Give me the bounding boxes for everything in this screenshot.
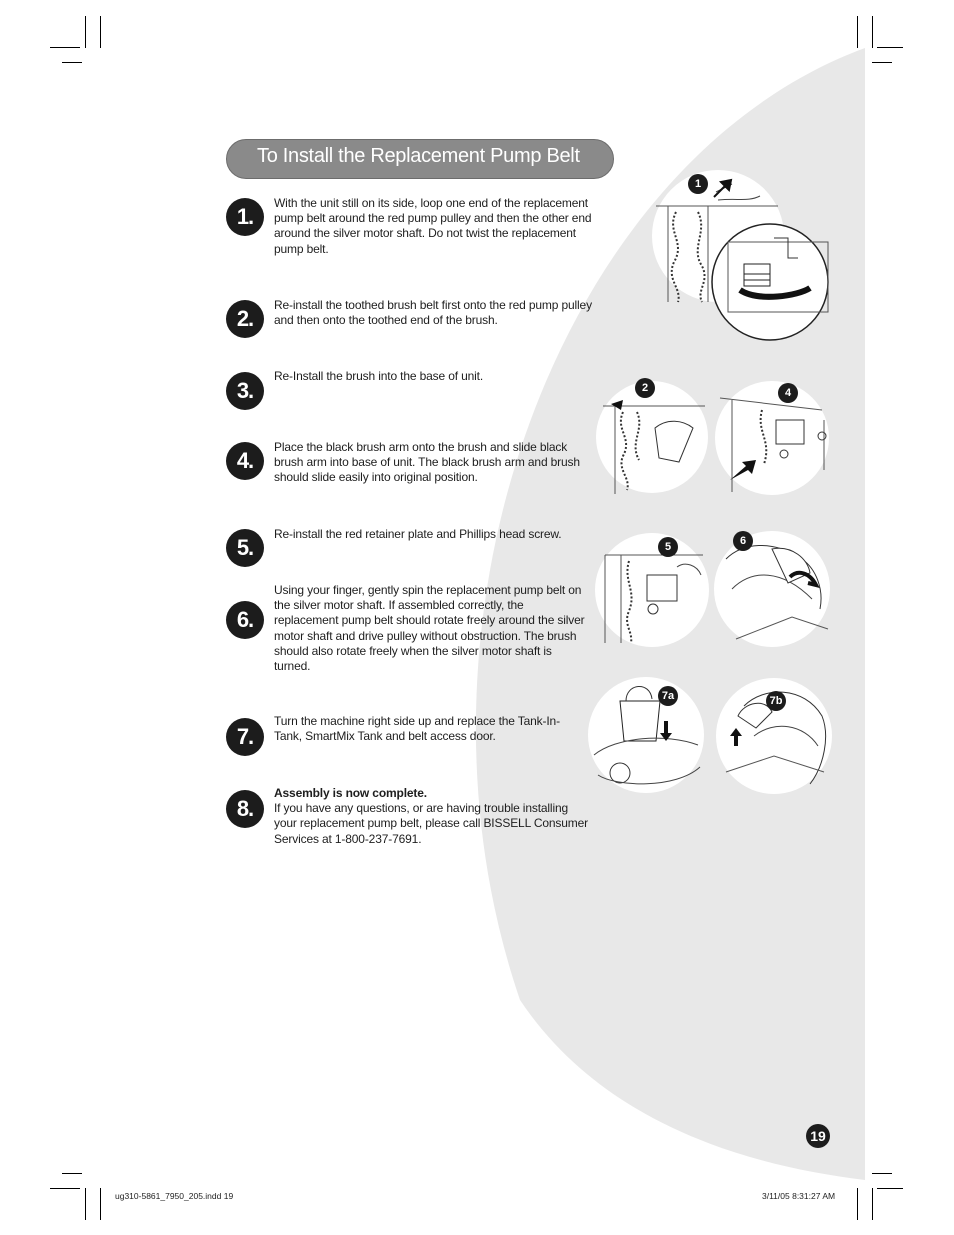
step-4-text: Place the black brush arm onto the brush and slide black brush arm into base of unit. The black brush arm and brush should slide easily into original position. [274, 440, 580, 485]
illustration-step-4 [712, 380, 832, 498]
step-1-text: With the unit still on its side, loop one end of the replacement pump belt around the red pump pulley and then the other end around the silver motor shaft. Do not twist the replacement pump belt. [274, 196, 592, 256]
step-6-number: 6. [226, 601, 264, 639]
step-7-number: 7. [226, 718, 264, 756]
figure-7a-badge: 7a [658, 686, 678, 706]
step-6-text: Using your finger, gently spin the replacement pump belt on the silver motor shaft. If assembled correctly, the replacement pump belt should rotate freely around the silver motor shaft and drive pulley without obstruction. The brush should also rotate freely when the silver motor shaft is turned. [274, 583, 585, 674]
illustration-step-2 [593, 378, 711, 496]
illustration-step-7a [586, 675, 706, 795]
section-header [226, 139, 614, 179]
section-title: To Install the Replacement Pump Belt [257, 145, 580, 167]
slug-timestamp: 3/11/05 8:31:27 AM [762, 1191, 836, 1201]
illustration-step-6 [712, 529, 832, 649]
step-1-number: 1. [226, 198, 264, 236]
step-2-number: 2. [226, 300, 264, 338]
illustration-step-5 [593, 531, 711, 649]
step-3-number: 3. [226, 372, 264, 410]
step-5-number: 5. [226, 529, 264, 567]
illustration-step-1 [648, 162, 838, 347]
step-8-body: If you have any questions, or are having trouble installing your replacement pump belt, please call BISSELL Consumer Services at 1-800-237-7691. [274, 801, 588, 846]
step-8-number: 8. [226, 790, 264, 828]
slug-file: ug310-5861_7950_205.indd 19 [115, 1191, 234, 1201]
step-8-text [274, 786, 588, 847]
figure-2-badge: 2 [635, 378, 655, 398]
step-5-text: Re-install the red retainer plate and Phillips head screw. [274, 527, 562, 541]
figure-6-badge: 6 [733, 531, 753, 551]
figure-5-badge: 5 [658, 537, 678, 557]
arrow-up-right-icon [711, 178, 733, 200]
step-7-text: Turn the machine right side up and replace the Tank-In-Tank, SmartMix Tank and belt access door. [274, 714, 560, 744]
page-number: 19 [806, 1124, 830, 1148]
figure-1-badge: 1 [688, 174, 708, 194]
step-2-text: Re-install the toothed brush belt first onto the red pump pulley and then onto the toothed end of the brush. [274, 298, 592, 328]
step-8-heading: Assembly is now complete. [274, 786, 427, 800]
figure-7b-badge: 7b [766, 691, 786, 711]
figure-4-badge: 4 [778, 383, 798, 403]
step-3-text: Re-Install the brush into the base of unit. [274, 369, 484, 383]
step-4-number: 4. [226, 442, 264, 480]
